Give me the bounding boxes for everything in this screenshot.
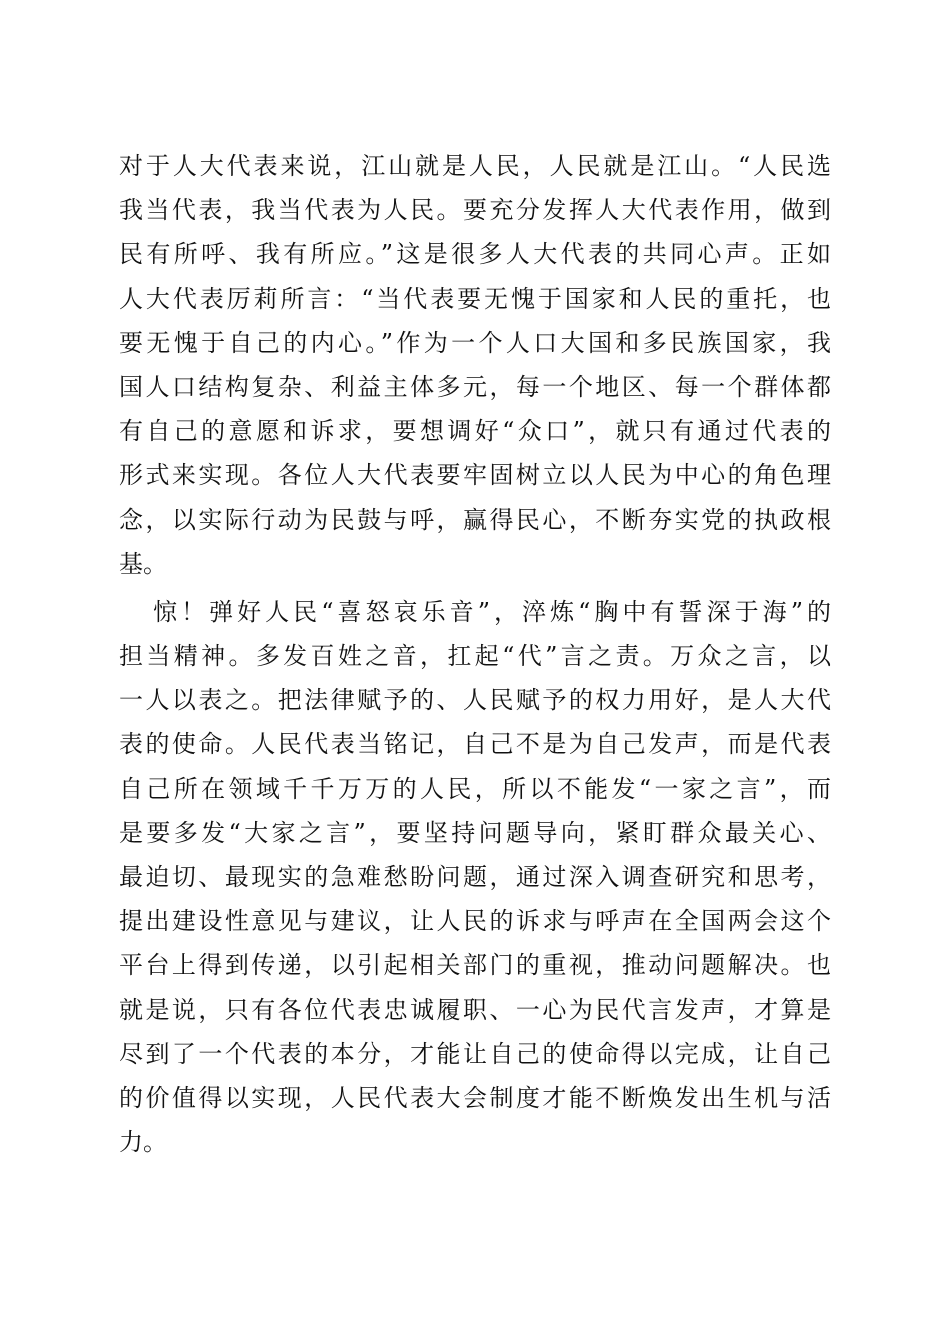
paragraph-line: 尽到了一个代表的本分，才能让自己的使命得以完成，让自己 bbox=[119, 1039, 831, 1068]
paragraph-line: 形式来实现。各位人大代表要牢固树立以人民为中心的角色理 bbox=[119, 461, 831, 490]
paragraph-line: 提出建设性意见与建议，让人民的诉求与呼声在全国两会这个 bbox=[119, 907, 831, 936]
paragraph-line: 一人以表之。把法律赋予的、人民赋予的权力用好，是人大代 bbox=[119, 686, 831, 715]
paragraph-line: 力。 bbox=[119, 1128, 167, 1157]
paragraph-1 bbox=[119, 144, 831, 586]
paragraph-line: 民有所呼、我有所应。”这是很多人大代表的共同心声。正如 bbox=[119, 240, 831, 269]
paragraph-line: 最迫切、最现实的急难愁盼问题，通过深入调查研究和思考， bbox=[119, 863, 831, 891]
paragraph-line: 有自己的意愿和诉求，要想调好“众口”，就只有通过代表的 bbox=[119, 417, 831, 446]
paragraph-line: 国人口结构复杂、利益主体多元，每一个地区、每一个群体都 bbox=[119, 372, 831, 401]
paragraph-line: 平台上得到传递，以引起相关部门的重视，推动问题解决。也 bbox=[119, 951, 831, 980]
paragraph-line: 对于人大代表来说，江山就是人民，人民就是江山。“人民选 bbox=[119, 152, 831, 180]
paragraph-line: 人大代表厉莉所言：“当代表要无愧于国家和人民的重托，也 bbox=[119, 284, 831, 313]
paragraph-line: 要无愧于自己的内心。”作为一个人口大国和多民族国家，我 bbox=[119, 328, 831, 357]
paragraph-line: 就是说，只有各位代表忠诚履职、一心为民代言发声，才算是 bbox=[119, 995, 831, 1024]
paragraph-line: 惊！弹好人民“喜怒哀乐音”，淬炼“胸中有誓深于海”的 bbox=[153, 597, 831, 626]
paragraph-line: 是要多发“大家之言”，要坚持问题导向，紧盯群众最关心、 bbox=[119, 818, 831, 847]
paragraph-line: 自己所在领域千千万万的人民，所以不能发“一家之言”，而 bbox=[119, 774, 831, 803]
paragraph-line: 念，以实际行动为民鼓与呼，赢得民心，不断夯实党的执政根 bbox=[119, 505, 831, 534]
paragraph-2 bbox=[119, 590, 831, 1164]
paragraph-line: 表的使命。人民代表当铭记，自己不是为自己发声，而是代表 bbox=[119, 730, 831, 759]
document-body bbox=[119, 144, 831, 1164]
paragraph-line: 的价值得以实现，人民代表大会制度才能不断焕发出生机与活 bbox=[119, 1083, 831, 1112]
paragraph-line: 我当代表，我当代表为人民。要充分发挥人大代表作用，做到 bbox=[119, 196, 831, 225]
paragraph-line: 担当精神。多发百姓之音，扛起“代”言之责。万众之言，以 bbox=[119, 642, 831, 671]
paragraph-line: 基。 bbox=[119, 549, 167, 578]
